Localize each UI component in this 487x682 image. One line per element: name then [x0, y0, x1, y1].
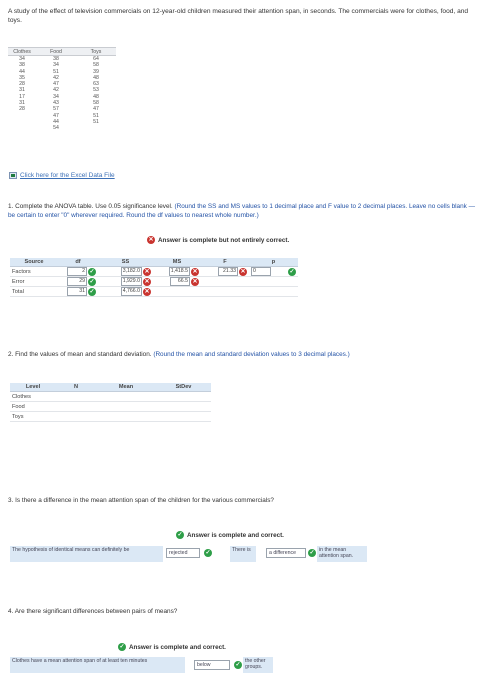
question-2 [8, 351, 478, 360]
q4-sentence-part2: the other groups. [243, 657, 273, 673]
data-cell: 34 [53, 93, 59, 100]
stdev-input[interactable] [156, 412, 211, 422]
q4-answer1-select[interactable]: below [194, 660, 230, 670]
f-input[interactable]: 21.33 [218, 267, 238, 276]
ss-input[interactable]: 1,929.0 [122, 278, 140, 284]
correct-icon: ✓ [119, 644, 125, 650]
question-4-text: 4. Are there significant differences between pairs of means? [8, 608, 178, 615]
q4-status-banner [118, 643, 226, 651]
col-header-toys: Toys [76, 48, 116, 56]
ms-input[interactable]: 1,418.5 [170, 268, 188, 274]
incorrect-icon: ✕ [192, 268, 198, 275]
data-cell: 38 [19, 62, 25, 69]
data-cell: 43 [53, 100, 59, 107]
q3-answer2-select[interactable]: a difference [266, 548, 306, 558]
anova-source-label: Total [10, 287, 58, 297]
anova-table [10, 258, 298, 297]
data-row [8, 56, 116, 63]
data-table [8, 47, 116, 132]
data-cell: 34 [53, 62, 59, 69]
n-input[interactable] [56, 392, 96, 402]
stats-row-food [10, 402, 211, 412]
data-cell: 28 [19, 81, 25, 88]
stats-header-mean: Mean [96, 383, 156, 392]
stats-level-label: Clothes [10, 392, 56, 402]
anova-header-df: df [58, 258, 98, 267]
q4-status-text: Answer is complete and correct. [129, 643, 226, 651]
data-cell: 31 [19, 87, 25, 94]
stdev-input[interactable] [156, 392, 211, 402]
df-input[interactable]: 31 [67, 287, 87, 296]
n-input[interactable] [56, 412, 96, 422]
data-cell: 51 [53, 68, 59, 75]
question-2-note: (Round the mean and standard deviation values to 3 decimal places.) [153, 351, 350, 358]
anova-header-source: Source [10, 258, 58, 267]
correct-icon: ✓ [89, 268, 95, 275]
data-cell: 48 [93, 93, 99, 100]
question-3-text: 3. Is there a difference in the mean attention span of the children for the various commercials? [8, 497, 274, 504]
data-cell: 28 [19, 106, 25, 113]
incorrect-icon: ✕ [192, 278, 198, 285]
data-cell: 63 [93, 81, 99, 88]
data-cell: 47 [53, 81, 59, 88]
ss-input[interactable]: 3,182.0 [122, 268, 140, 274]
mean-input[interactable] [96, 392, 156, 402]
data-cell: 48 [93, 74, 99, 81]
data-cell: 58 [93, 100, 99, 107]
q1-status-banner [147, 236, 289, 244]
data-cell: 53 [93, 87, 99, 94]
stats-row-clothes [10, 392, 211, 402]
mean-input[interactable] [96, 402, 156, 412]
anova-row-total [10, 287, 298, 297]
question-1 [8, 203, 478, 220]
data-table-header [8, 48, 116, 56]
question-1-text: 1. Complete the ANOVA table. Use 0.05 significance level. [8, 203, 173, 210]
data-cell: 31 [19, 100, 25, 107]
anova-row-factors [10, 267, 298, 277]
q1-status-text: Answer is complete but not entirely correct. [158, 236, 290, 244]
data-cell: 44 [19, 68, 25, 75]
anova-header-p: p [249, 258, 298, 267]
data-cell: 44 [53, 118, 59, 125]
q3-sentence-part2: There is [230, 546, 256, 562]
n-input[interactable] [56, 402, 96, 412]
excel-file-icon [9, 172, 17, 179]
data-cell: 39 [93, 68, 99, 75]
incorrect-icon: ✕ [148, 237, 154, 243]
anova-header-ms: MS [153, 258, 201, 267]
stdev-input[interactable] [156, 402, 211, 412]
p-input[interactable]: 0 [251, 267, 271, 276]
excel-file-link-text[interactable]: Click here for the Excel Data File [20, 172, 115, 179]
data-cell: 57 [53, 106, 59, 113]
anova-row-error [10, 277, 298, 287]
question-3 [8, 497, 478, 506]
q3-status-banner [176, 531, 284, 539]
data-cell: 58 [93, 62, 99, 69]
data-cell: 35 [19, 74, 25, 81]
data-cell: 42 [53, 74, 59, 81]
question-4 [8, 608, 478, 617]
correct-icon: ✓ [89, 288, 95, 295]
anova-source-label: Factors [10, 267, 58, 277]
stats-header-n: N [56, 383, 96, 392]
anova-header-ss: SS [98, 258, 153, 267]
data-cell: 47 [53, 112, 59, 119]
data-cell: 42 [53, 87, 59, 94]
data-cell: 34 [19, 56, 25, 62]
q3-answer1-select[interactable]: rejected [166, 548, 200, 558]
ms-input[interactable]: 66.5 [170, 277, 190, 286]
correct-icon: ✓ [89, 278, 95, 285]
data-cell: 17 [19, 93, 25, 100]
correct-icon: ✓ [235, 662, 241, 668]
incorrect-icon: ✕ [144, 268, 150, 275]
question-1-note: (Round the SS and MS values to 1 decimal place and F value to 2 decimal places. Leave no cells blank — be certain to enter "0" wherever required. Round the df values to nearest whole number.) [8, 203, 476, 219]
col-header-clothes: Clothes [8, 48, 36, 56]
data-cell: 47 [93, 106, 99, 113]
anova-source-label: Error [10, 277, 58, 287]
problem-intro: A study of the effect of television commercials on 12-year-old children measured their attention span, in seconds. The commercials were for clothes, food, and toys. [8, 8, 469, 24]
correct-icon: ✓ [177, 532, 183, 538]
incorrect-icon: ✕ [240, 268, 246, 275]
stats-level-label: Toys [10, 412, 56, 422]
q4-sentence-part1: Clothes have a mean attention span of at least ten minutes [10, 657, 185, 673]
data-cell: 38 [53, 56, 59, 62]
data-cell [8, 125, 36, 131]
stats-header-row [10, 383, 211, 392]
correct-icon: ✓ [205, 550, 211, 556]
stats-header-stdev: StDev [156, 383, 211, 392]
stats-row-toys [10, 412, 211, 422]
ss-input[interactable]: 4,766.0 [122, 288, 140, 294]
stats-level-label: Food [10, 402, 56, 412]
correct-icon: ✓ [309, 550, 315, 556]
question-2-text: 2. Find the values of mean and standard deviation. [8, 351, 152, 358]
q3-sentence-part3: in the mean attention span. [317, 546, 367, 562]
data-cell: 51 [93, 112, 99, 119]
df-input[interactable]: 29 [67, 277, 87, 286]
data-cell: 51 [93, 118, 99, 125]
excel-file-link[interactable] [9, 172, 115, 179]
data-cell: 54 [53, 125, 59, 132]
incorrect-icon: ✕ [144, 288, 150, 295]
anova-header-row [10, 258, 298, 267]
correct-icon: ✓ [289, 268, 295, 275]
data-cell: 64 [93, 56, 99, 62]
descriptive-stats-table [10, 383, 211, 422]
mean-input[interactable] [96, 412, 156, 422]
df-input[interactable]: 2 [67, 267, 87, 276]
col-header-food: Food [36, 48, 76, 56]
anova-header-f: F [201, 258, 249, 267]
q3-status-text: Answer is complete and correct. [187, 531, 284, 539]
q3-sentence-part1: The hypothesis of identical means can definitely be [10, 546, 163, 562]
incorrect-icon: ✕ [144, 278, 150, 285]
stats-header-level: Level [10, 383, 56, 392]
data-cell [76, 125, 116, 131]
data-row [8, 125, 116, 131]
